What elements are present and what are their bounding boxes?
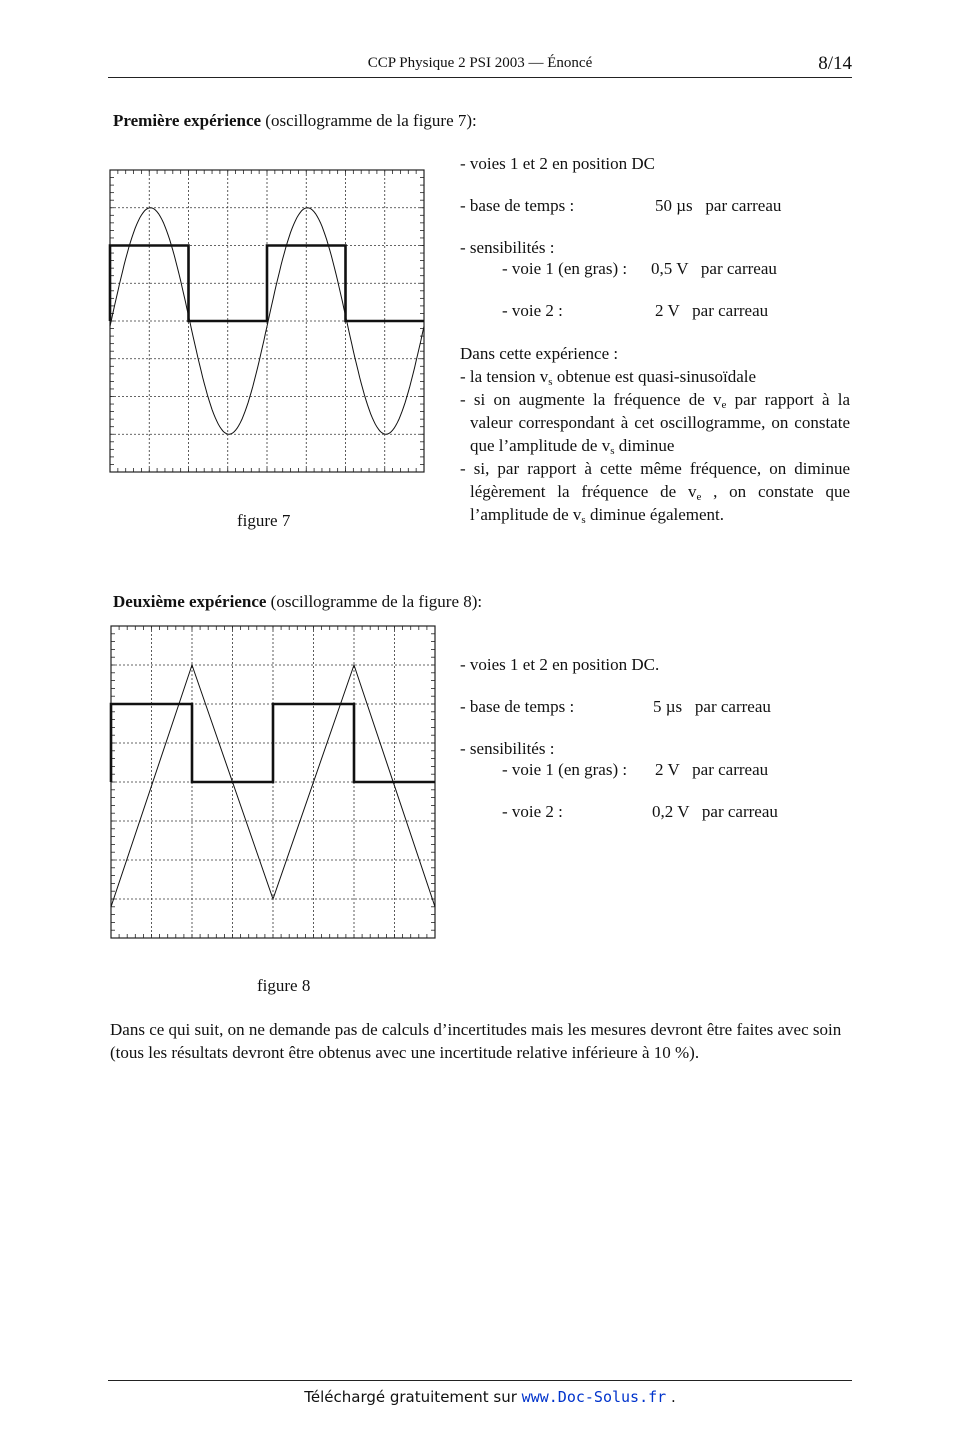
exp2-sens-label: - sensibilités : <box>460 739 555 758</box>
figure-7-caption: figure 7 <box>237 511 291 530</box>
exp1-voie1-label: - voie 1 (en gras) : <box>502 259 628 278</box>
exp1-voie1-value: 0,5 V par carreau <box>651 259 777 278</box>
exp1-title <box>113 111 477 131</box>
exp2-voie1-label: - voie 1 (en gras) : <box>502 760 628 779</box>
exp2-title <box>113 592 482 612</box>
obs-item-2: - si on augmente la fréquence de $v_e$ par rapport à la valeur correspondant à cet oscillogramme, on constate que l’amplitude de $v_s$ diminue <box>460 390 850 457</box>
exp2-title-rest: (oscillogramme de la figure 8): <box>266 592 483 611</box>
footer-text: Téléchargé gratuitement sur <box>304 1388 522 1406</box>
obs-item-3: - si, par rapport à cette même fréquence, on diminue légèrement la fréquence de $v_e$ , on constate que l’amplitude de $v_s$ diminue également. <box>460 459 850 526</box>
exp1-voie2-label: - voie 2 : <box>502 301 563 320</box>
oscillogram-figure-8 <box>109 624 437 940</box>
footer-rule <box>108 1380 852 1381</box>
exp2-title-bold: Deuxième expérience <box>113 592 267 611</box>
footer-link[interactable]: www.Doc-Solus.fr <box>521 1388 667 1406</box>
page-footer <box>0 1388 980 1406</box>
exp1-sens-label: - sensibilités : <box>460 238 555 257</box>
page-header <box>108 55 852 77</box>
header-title: CCP Physique 2 PSI 2003 — Énoncé <box>367 55 593 71</box>
exp2-voie1-value: 2 V par carreau <box>655 760 769 779</box>
page-number: 8/14 <box>818 53 852 74</box>
exp1-title-bold: Première expérience <box>113 111 262 130</box>
measurement-note: Dans ce qui suit, on ne demande pas de calculs d’incertitudes mais les mesures devront être faites avec soin (tous les résultats devront être obtenus avec une incertitude relative inférieure à 10 %). <box>110 1020 842 1062</box>
exp2-voie2-value: 0,2 V par carreau <box>652 802 778 821</box>
exp1-voies: - voies 1 et 2 en position DC <box>460 154 656 173</box>
footer-end: . <box>666 1388 676 1406</box>
oscillogram-figure-7 <box>108 168 426 474</box>
exp2-voie2-label: - voie 2 : <box>502 802 563 821</box>
exp1-base-value: 50 µs par carreau <box>655 196 782 215</box>
exp1-voie2-value: 2 V par carreau <box>655 301 769 320</box>
header-rule <box>108 77 852 78</box>
exp2-voies: - voies 1 et 2 en position DC. <box>460 655 660 674</box>
obs-item-1: - la tension $v_s$ obtenue est quasi-sinusoïdale <box>460 367 757 388</box>
exp2-base-value: 5 µs par carreau <box>653 697 771 716</box>
exp1-base-label: - base de temps : <box>460 196 575 215</box>
square-trace <box>110 246 424 322</box>
figure-8-caption: figure 8 <box>257 976 311 995</box>
obs-intro: Dans cette expérience : <box>460 344 619 363</box>
exp1-observations <box>460 342 850 526</box>
exp1-title-rest: (oscillogramme de la figure 7): <box>261 111 477 130</box>
exp2-base-label: - base de temps : <box>460 697 575 716</box>
